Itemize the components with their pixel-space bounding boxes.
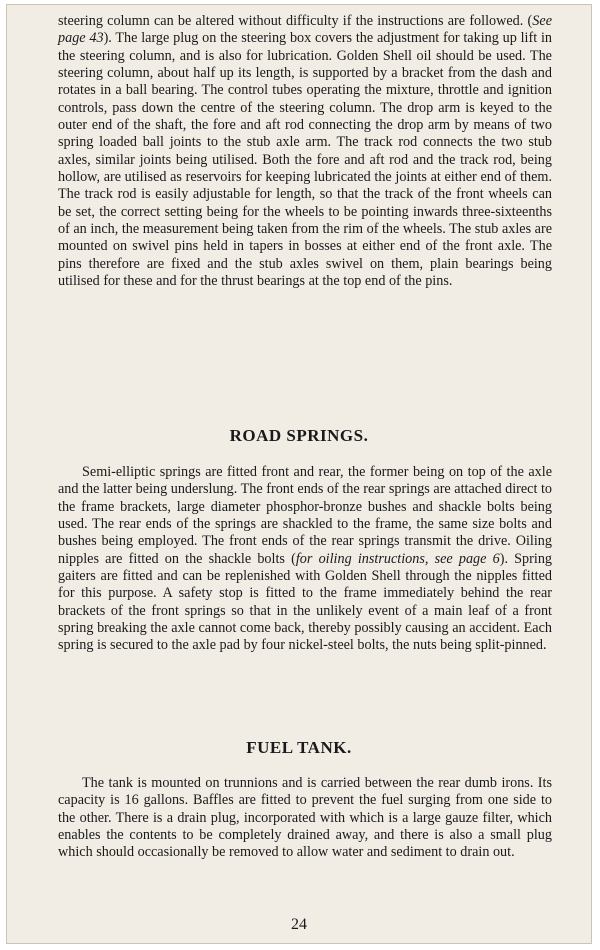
fuel-tank-paragraph: The tank is mounted on trunnions and is carried between the rear dumb irons. Its capacity is 16 gallons. Baffles are fitted to prevent the fuel surging from one side to the other. There is a drain plug, incorporated with which is a large gauze filter, which enables the contents to be completely drained away, and there is also a small plug which should occasionally be removed to allow water and sediment to drain out. <box>58 775 552 861</box>
document-page <box>6 4 592 944</box>
fuel-tank-heading: FUEL TANK. <box>246 738 352 757</box>
road-springs-heading: ROAD SPRINGS. <box>229 426 369 445</box>
page-number: 24 <box>291 916 307 933</box>
fuel-tank-paragraph-block <box>58 775 552 862</box>
steering-text-part-1: steering column can be altered without difficulty if the instructions are followed. ( <box>58 13 533 29</box>
steering-text-part-2: ). The large plug on the steering box covers the adjustment for taking up lift in the steering column, and is also for lubrication. Golden Shell oil should be used. The steering column, about half up its length, is supported by a bracket from the dash and rotates in a ball bearing. The control tubes operating the mixture, throttle and ignition controls, pass down the centre of the steering column. The drop arm is keyed to the outer end of the shaft, the fore and aft rod connecting the drop arm by means of two spring loaded ball joints to the stub axle arm. The track rod connects the two stub axles, similar joints being utilised. Both the fore and aft rod and the track rod, being hollow, are utilised as reservoirs for keeping lubricated the joints at either end of them. The track rod is easily adjustable for length, so that the track of the front wheels can be set, the correct setting being for the wheels to be pointing inwards three-sixteenths of an inch, the measurement being taken from the rim of the wheels. The stub axles are mounted on swivel pins held in tapers in bosses at either end of the front axle. The pins therefore are fixed and the stub axles swivel on them, plain bearings being utilised for these and for the thrust bearings at the top end of the pins. <box>58 30 552 290</box>
road-springs-paragraph-block <box>58 464 552 655</box>
road-springs-text-part-2: ). Spring gaiters are fitted and can be replenished with Golden Shell through the nipples fitted for this purpose. A safety stop is fitted to the frame immediately behind the rear brackets of the front springs so that in the unlikely event of a main leaf of a front spring breaking the axle cannot come back, thereby possibly causing an accident. Each spring is secured to the axle pad by four nickel-steel bolts, the nuts being split-pinned. <box>58 550 553 654</box>
road-springs-paragraph <box>58 464 552 655</box>
page-reference-43: See page 43 <box>58 13 552 47</box>
road-springs-text-part-1: Semi-elliptic springs are fitted front and rear, the former being on top of the axle and the latter being underslung. The front ends of the rear springs are attached direct to the frame brackets, large diameter phosphor-bronze bushes and shackle bolts being used. The rear ends of the springs are shackled to the frame, the same size bolts and bushes being employed. The front ends of the rear springs transmit the drive. Oiling nipples are fitted on the shackle bolts ( <box>58 464 552 567</box>
steering-paragraph-block <box>58 13 552 291</box>
steering-paragraph <box>58 13 552 291</box>
oiling-instructions-reference: for oiling instructions, see page 6 <box>295 550 500 567</box>
